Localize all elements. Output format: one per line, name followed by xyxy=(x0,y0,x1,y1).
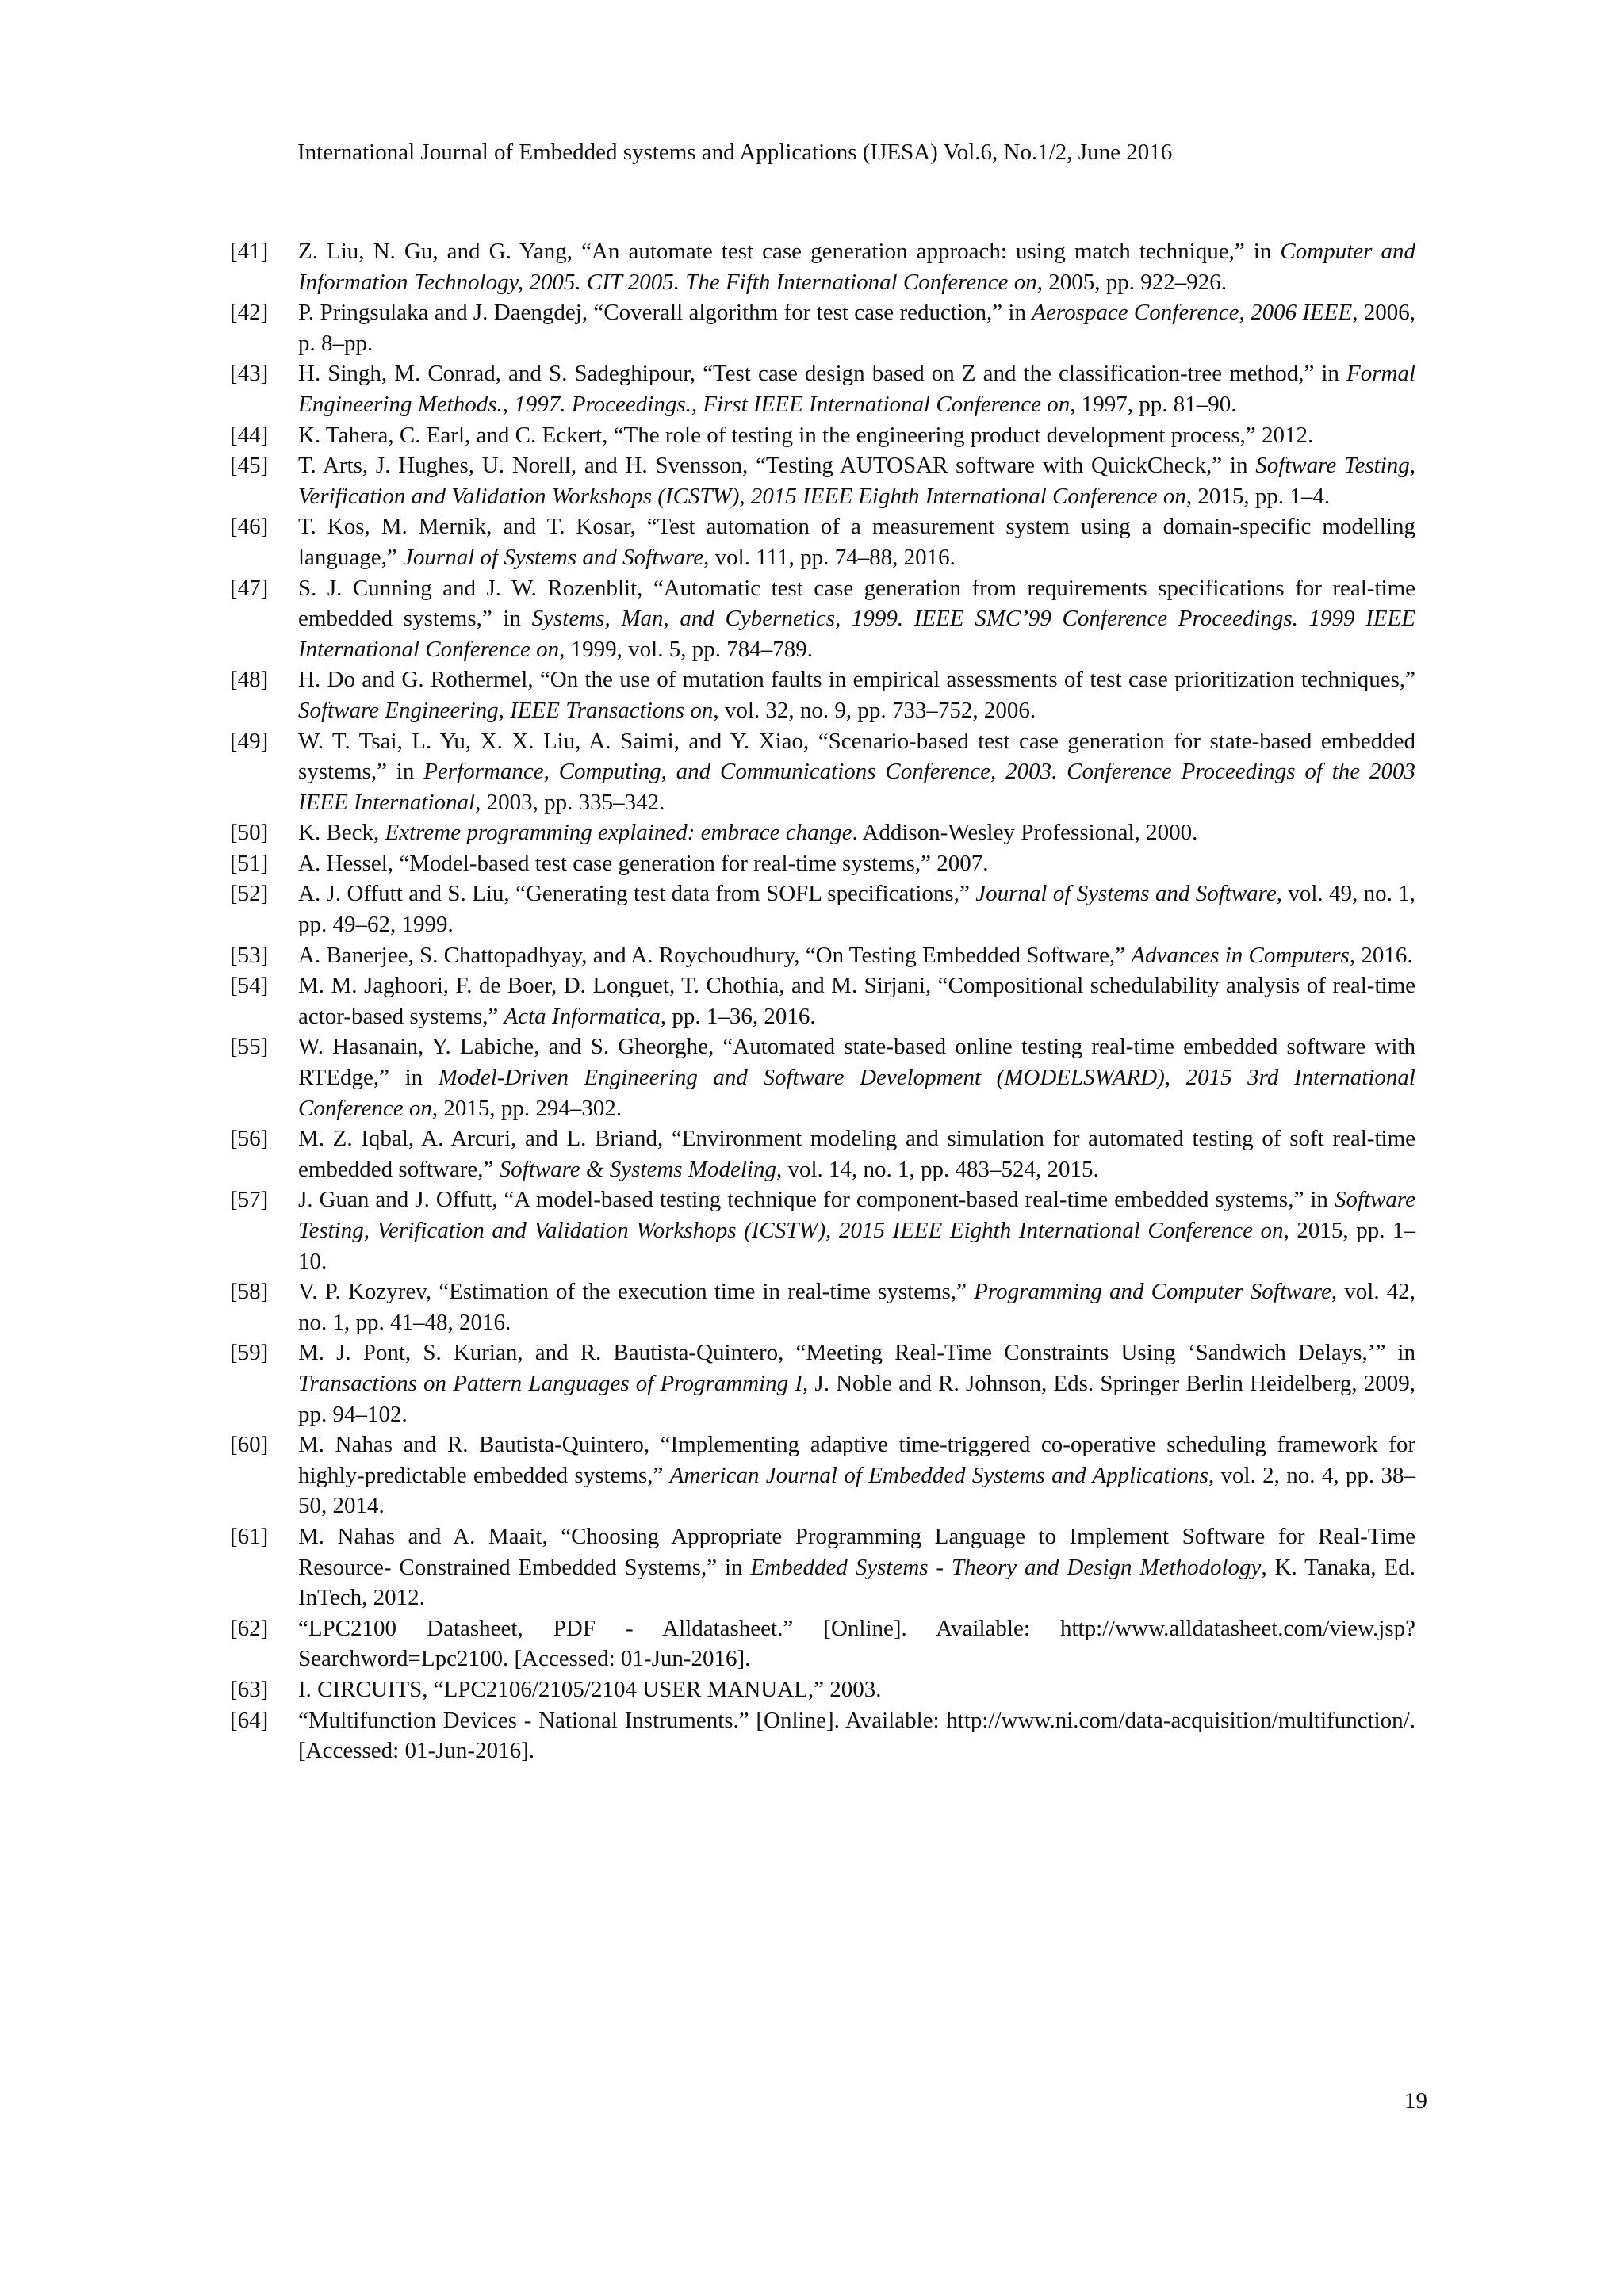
reference-segment: Z. Liu, N. Gu, and G. Yang, “An automate test case generation approach: using match technique,” in xyxy=(298,239,1281,264)
reference-segment: S. J. Cunning and J. W. Rozenblit, “Automatic test case generation from requirements specifications for real-time embedded systems,” in xyxy=(298,575,1415,632)
reference-venue: Extreme programming explained: embrace change xyxy=(385,820,852,846)
reference-text xyxy=(298,573,1415,665)
reference-item xyxy=(230,1276,1415,1337)
reference-segment: , 2015, pp. 1–4. xyxy=(1185,483,1331,509)
reference-venue: Advances in Computers xyxy=(1131,942,1350,968)
reference-venue: Acta Informatica xyxy=(504,1003,661,1029)
reference-venue: Software Testing, Verification and Validation Workshops (ICSTW), 2015 IEEE Eighth International Conference on xyxy=(298,453,1415,509)
reference-text xyxy=(298,1123,1415,1184)
reference-text xyxy=(298,878,1415,939)
reference-number: [62] xyxy=(230,1615,269,1641)
reference-segment: A. Banerjee, S. Chattopadhyay, and A. Roychoudhury, “On Testing Embedded Software,” xyxy=(298,942,1132,968)
reference-number: [56] xyxy=(230,1126,269,1152)
reference-number: [54] xyxy=(230,973,269,999)
reference-item xyxy=(230,297,1415,358)
reference-segment: , vol. 42, no. 1, pp. 41–48, 2016. xyxy=(298,1279,1415,1335)
running-header: International Journal of Embedded systems and Applications (IJESA) Vol.6, No.1/2, June 2016 xyxy=(297,140,1173,165)
reference-item xyxy=(230,450,1415,511)
reference-segment: , 2015, pp. 1–10. xyxy=(298,1218,1415,1274)
reference-text xyxy=(298,420,1415,451)
reference-number: [45] xyxy=(230,453,269,479)
reference-item xyxy=(230,970,1415,1031)
reference-number: [63] xyxy=(230,1676,269,1702)
reference-segment: , J. Noble and R. Johnson, Eds. Springer Berlin Heidelberg, 2009, pp. 94–102. xyxy=(298,1370,1415,1427)
reference-segment: , vol. 2, no. 4, pp. 38–50, 2014. xyxy=(298,1462,1415,1519)
reference-item xyxy=(230,1705,1415,1766)
reference-segment: H. Singh, M. Conrad, and S. Sadeghipour, “Test case design based on Z and the classification-tree method,” in xyxy=(298,361,1346,387)
reference-text xyxy=(298,450,1415,511)
reference-segment: W. T. Tsai, L. Yu, X. X. Liu, A. Saimi, and Y. Xiao, “Scenario-based test case generation for state-based embedded systems,” in xyxy=(298,728,1415,785)
reference-number: [57] xyxy=(230,1187,269,1213)
reference-text xyxy=(298,297,1415,358)
reference-segment: T. Arts, J. Hughes, U. Norell, and H. Svensson, “Testing AUTOSAR software with QuickCheck,” in xyxy=(298,453,1256,479)
reference-number: [48] xyxy=(230,667,269,693)
reference-text xyxy=(298,236,1415,297)
reference-number: [46] xyxy=(230,514,269,540)
reference-segment: V. P. Kozyrev, “Estimation of the execution time in real-time systems,” xyxy=(298,1279,975,1305)
reference-text xyxy=(298,1705,1415,1766)
reference-segment: , 2015, pp. 294–302. xyxy=(431,1095,622,1121)
reference-segment: M. J. Pont, S. Kurian, and R. Bautista-Quintero, “Meeting Real-Time Constraints Using ‘Sandwich Delays,’” in xyxy=(298,1340,1415,1366)
reference-number: [64] xyxy=(230,1707,269,1733)
reference-venue: Aerospace Conference, 2006 IEEE xyxy=(1032,300,1353,326)
reference-item xyxy=(230,1184,1415,1276)
reference-segment: “LPC2100 Datasheet, PDF - Alldatasheet.” [Online]. Available: http://www.alldatasheet.com/view.jsp?Searchword=Lpc2100. [Accessed: 01-Jun-2016]. xyxy=(298,1615,1415,1672)
reference-venue: Transactions on Pattern Languages of Programming I xyxy=(298,1370,802,1396)
reference-item xyxy=(230,1521,1415,1613)
reference-segment: , 2016. xyxy=(1349,942,1413,968)
reference-segment: P. Pringsulaka and J. Daengdej, “Coverall algorithm for test case reduction,” in xyxy=(298,300,1032,326)
reference-segment: , 2005, pp. 922–926. xyxy=(1036,269,1227,295)
reference-list xyxy=(230,236,1415,1766)
reference-venue: Performance, Computing, and Communications Conference, 2003. Conference Proceedings of the 2003 IEEE International xyxy=(298,759,1415,815)
reference-item xyxy=(230,817,1415,848)
reference-item xyxy=(230,848,1415,879)
reference-text xyxy=(298,1184,1415,1276)
reference-number: [51] xyxy=(230,850,269,876)
reference-segment: M. M. Jaghoori, F. de Boer, D. Longuet, T. Chothia, and M. Sirjani, “Compositional schedulability analysis of real-time actor-based systems,” xyxy=(298,973,1415,1029)
reference-segment: H. Do and G. Rothermel, “On the use of mutation faults in empirical assessments of test case prioritization techniques,” xyxy=(298,667,1415,693)
reference-text xyxy=(298,726,1415,818)
reference-segment: , 1997, pp. 81–90. xyxy=(1070,391,1237,417)
reference-text xyxy=(298,1276,1415,1337)
reference-item xyxy=(230,236,1415,297)
reference-venue: Software Testing, Verification and Validation Workshops (ICSTW), 2015 IEEE Eighth International Conference on xyxy=(298,1187,1415,1243)
reference-segment: A. J. Offutt and S. Liu, “Generating test data from SOFL specifications,” xyxy=(298,881,976,907)
reference-segment: M. Nahas and R. Bautista-Quintero, “Implementing adaptive time-triggered co-operative scheduling framework for highly-predictable embedded systems,” xyxy=(298,1432,1415,1488)
reference-item xyxy=(230,1337,1415,1429)
reference-venue: Programming and Computer Software xyxy=(974,1279,1331,1305)
reference-number: [47] xyxy=(230,575,269,601)
reference-number: [61] xyxy=(230,1523,269,1549)
reference-segment: , vol. 111, pp. 74–88, 2016. xyxy=(703,544,956,570)
reference-item xyxy=(230,358,1415,419)
reference-segment: M. Nahas and A. Maait, “Choosing Appropriate Programming Language to Implement Software for Real-Time Resource- Constrained Embedded Systems,” in xyxy=(298,1523,1415,1580)
reference-segment: , vol. 49, no. 1, pp. 49–62, 1999. xyxy=(298,881,1416,938)
reference-item xyxy=(230,511,1415,572)
reference-venue: Formal Engineering Methods., 1997. Proceedings., First IEEE International Conference on xyxy=(298,361,1415,417)
reference-segment: , vol. 14, no. 1, pp. 483–524, 2015. xyxy=(776,1156,1099,1182)
reference-venue: American Journal of Embedded Systems and Applications xyxy=(669,1462,1208,1488)
reference-segment: M. Z. Iqbal, A. Arcuri, and L. Briand, “Environment modeling and simulation for automated testing of soft real-time embedded software,” xyxy=(298,1126,1415,1182)
reference-number: [58] xyxy=(230,1279,269,1305)
reference-number: [42] xyxy=(230,300,269,326)
reference-text xyxy=(298,940,1415,971)
reference-number: [44] xyxy=(230,422,269,448)
reference-item xyxy=(230,1123,1415,1184)
reference-segment: J. Guan and J. Offutt, “A model-based testing technique for component-based real-time embedded systems,” in xyxy=(298,1187,1335,1213)
reference-segment: I. CIRCUITS, “LPC2106/2105/2104 USER MANUAL,” 2003. xyxy=(298,1676,882,1702)
reference-number: [41] xyxy=(230,239,269,264)
reference-venue: Journal of Systems and Software xyxy=(975,881,1277,907)
reference-text xyxy=(298,1337,1415,1429)
reference-number: [53] xyxy=(230,942,269,968)
reference-item xyxy=(230,664,1415,725)
reference-text xyxy=(298,358,1415,419)
reference-segment: A. Hessel, “Model-based test case generation for real-time systems,” 2007. xyxy=(298,850,989,876)
reference-item xyxy=(230,726,1415,818)
reference-number: [49] xyxy=(230,728,269,754)
reference-item xyxy=(230,940,1415,971)
reference-text xyxy=(298,511,1415,572)
reference-number: [50] xyxy=(230,820,269,846)
reference-text xyxy=(298,848,1415,879)
reference-text xyxy=(298,1429,1415,1521)
reference-item xyxy=(230,1613,1415,1674)
reference-segment: K. Tahera, C. Earl, and C. Eckert, “The role of testing in the engineering product development process,” 2012. xyxy=(298,422,1314,448)
reference-venue: Software Engineering, IEEE Transactions on xyxy=(298,697,714,723)
reference-item xyxy=(230,420,1415,451)
reference-text xyxy=(298,1031,1415,1123)
reference-number: [60] xyxy=(230,1432,269,1458)
reference-venue: Model-Driven Engineering and Software Development (MODELSWARD), 2015 3rd International Conference on xyxy=(298,1065,1415,1121)
reference-segment: . Addison-Wesley Professional, 2000. xyxy=(852,820,1198,846)
reference-venue: Journal of Systems and Software xyxy=(403,544,704,570)
reference-text xyxy=(298,1613,1415,1674)
reference-segment: , K. Tanaka, Ed. InTech, 2012. xyxy=(298,1554,1416,1611)
reference-item xyxy=(230,1674,1415,1705)
reference-segment: K. Beck, xyxy=(298,820,385,846)
reference-venue: Systems, Man, and Cybernetics, 1999. IEEE SMC’99 Conference Proceedings. 1999 IEEE International Conference on xyxy=(298,606,1415,662)
reference-segment: , 2006, p. 8–pp. xyxy=(298,300,1415,356)
reference-item xyxy=(230,878,1415,939)
page-number: 19 xyxy=(1404,2088,1427,2114)
reference-number: [55] xyxy=(230,1034,269,1060)
reference-segment: “Multifunction Devices - National Instruments.” [Online]. Available: http://www.ni.com/data-acquisition/multifunction/. [Accessed: 01-Jun-2016]. xyxy=(298,1707,1415,1764)
reference-segment: , 1999, vol. 5, pp. 784–789. xyxy=(559,636,813,662)
reference-item xyxy=(230,1429,1415,1521)
reference-number: [43] xyxy=(230,361,269,387)
reference-segment: W. Hasanain, Y. Labiche, and S. Gheorghe, “Automated state-based online testing real-time embedded software with RTEdge,” in xyxy=(298,1034,1415,1091)
reference-venue: Software & Systems Modeling xyxy=(499,1156,776,1182)
reference-text xyxy=(298,970,1415,1031)
reference-text xyxy=(298,664,1415,725)
reference-number: [59] xyxy=(230,1340,269,1366)
reference-venue: Embedded Systems - Theory and Design Methodology xyxy=(750,1554,1262,1580)
reference-item xyxy=(230,1031,1415,1123)
reference-segment: , pp. 1–36, 2016. xyxy=(660,1003,816,1029)
reference-segment: T. Kos, M. Mernik, and T. Kosar, “Test automation of a measurement system using a domain-specific modelling language,” xyxy=(298,514,1415,570)
reference-segment: , vol. 32, no. 9, pp. 733–752, 2006. xyxy=(713,697,1036,723)
reference-text xyxy=(298,1674,1415,1705)
reference-venue: Computer and Information Technology, 2005. CIT 2005. The Fifth International Conference on xyxy=(298,239,1415,295)
reference-text xyxy=(298,1521,1415,1613)
reference-number: [52] xyxy=(230,881,269,907)
reference-item xyxy=(230,573,1415,665)
reference-segment: , 2003, pp. 335–342. xyxy=(475,789,665,815)
reference-text xyxy=(298,817,1415,848)
